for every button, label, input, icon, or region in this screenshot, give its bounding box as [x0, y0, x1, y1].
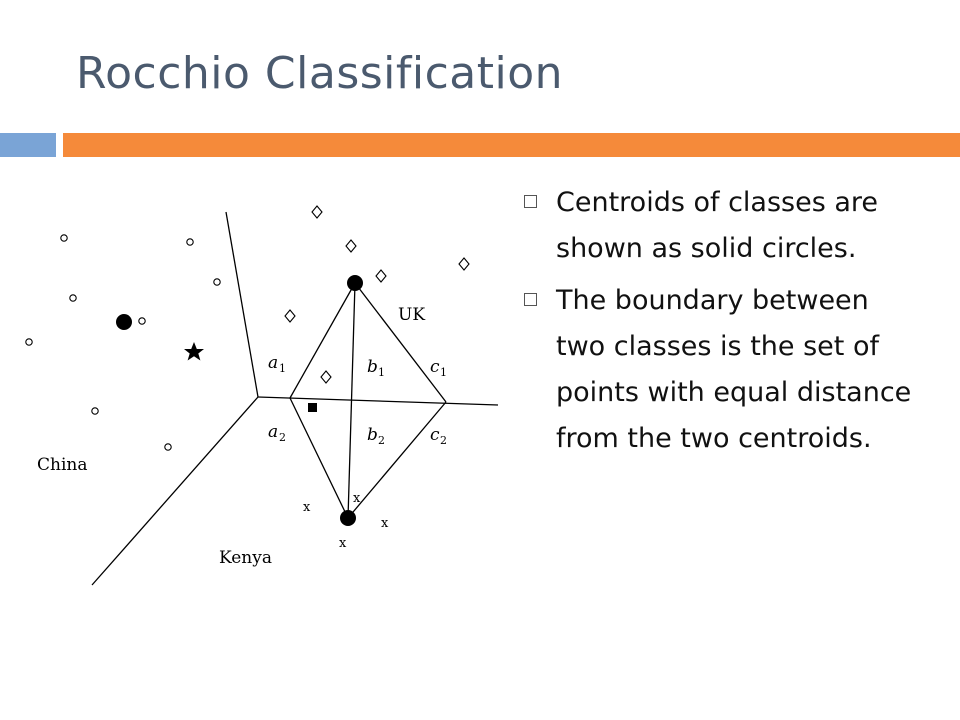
- segment-label-b1: [367, 357, 385, 379]
- china-point: [214, 279, 220, 285]
- china-point: [61, 235, 67, 241]
- centroid-china: [116, 314, 132, 330]
- china-point: [70, 295, 76, 301]
- uk-point: [285, 310, 295, 322]
- centroid-kenya: [340, 510, 356, 526]
- svg-text:2: 2: [279, 431, 286, 444]
- svg-text:b: b: [367, 357, 378, 377]
- svg-text:2: 2: [378, 434, 385, 447]
- china-point: [26, 339, 32, 345]
- svg-text:1: 1: [440, 366, 447, 379]
- rhombus-edge: [290, 398, 348, 518]
- china-point: [187, 239, 193, 245]
- uk-point: [459, 258, 469, 270]
- accent-bar-orange: [63, 133, 960, 157]
- segment-label-a1: [268, 353, 286, 375]
- svg-text:c: c: [430, 357, 440, 377]
- slide-title: Rocchio Classification: [76, 48, 564, 99]
- centroid-uk: [347, 275, 363, 291]
- class-label-china: China: [37, 455, 88, 475]
- china-point: [92, 408, 98, 414]
- kenya-point: x: [381, 516, 389, 531]
- bullet-square-icon: [524, 195, 537, 208]
- class-label-uk: UK: [398, 305, 426, 325]
- bullet-list: [520, 180, 920, 468]
- star-point: [184, 342, 204, 361]
- china-point: [139, 318, 145, 324]
- bullet-text: The boundary between two classes is the set of points with equal distance from the two centroids.: [556, 285, 912, 454]
- rhombus-edge: [355, 283, 446, 402]
- china-point: [165, 444, 171, 450]
- svg-text:1: 1: [279, 362, 286, 375]
- rocchio-diagram: [0, 160, 510, 600]
- kenya-point: x: [303, 500, 311, 515]
- svg-text:b: b: [367, 425, 378, 445]
- square-point: [308, 403, 317, 412]
- svg-text:1: 1: [378, 366, 385, 379]
- uk-point: [312, 206, 322, 218]
- segment-label-b2: [367, 425, 385, 447]
- rhombus-edge: [290, 283, 355, 398]
- bullet-item: [520, 180, 920, 272]
- uk-point: [376, 270, 386, 282]
- svg-text:2: 2: [440, 434, 447, 447]
- boundary-china-uk: [226, 212, 258, 397]
- uk-point: [346, 240, 356, 252]
- svg-text:a: a: [268, 422, 279, 442]
- svg-text:a: a: [268, 353, 279, 373]
- bullet-item: [520, 278, 920, 462]
- accent-bar-blue: [0, 133, 56, 157]
- rhombus-edge: [348, 402, 446, 518]
- boundary-uk-kenya: [258, 397, 498, 405]
- segment-label-a2: [268, 422, 286, 444]
- svg-text:c: c: [430, 425, 440, 445]
- class-label-kenya: Kenya: [219, 548, 272, 568]
- segment-label-c2: [430, 425, 447, 447]
- bullet-text: Centroids of classes are shown as solid circles.: [556, 187, 879, 264]
- uk-point: [321, 371, 331, 383]
- kenya-point: x: [353, 491, 361, 506]
- bullet-square-icon: [524, 293, 537, 306]
- kenya-point: x: [339, 536, 347, 551]
- segment-label-c1: [430, 357, 447, 379]
